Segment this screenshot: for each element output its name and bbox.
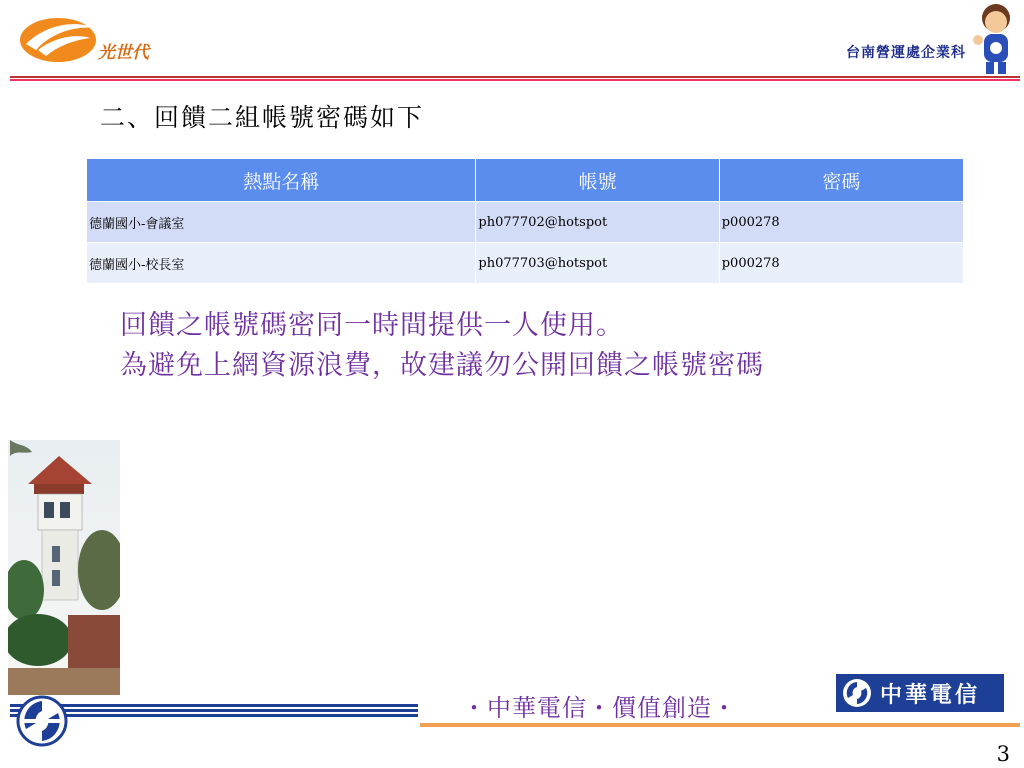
column-header-password: 密碼 (719, 159, 963, 202)
column-header-account: 帳號 (476, 159, 719, 202)
chunghwa-brand-badge (836, 674, 1004, 712)
password-cell: p000278 (719, 202, 963, 243)
logo-text: 光世代 (98, 43, 149, 63)
slide-title: 二、回饋二組帳號密碼如下 (100, 103, 425, 132)
page-number: 3 (996, 742, 1010, 766)
account-cell: ph077702@hotspot (476, 202, 719, 243)
brand-name: 中華電信 (880, 682, 981, 708)
footer-stripes (10, 704, 418, 718)
chunghwa-telecom-icon (840, 676, 874, 710)
department-label: 台南營運處企業科 (846, 45, 966, 61)
table-header-row (87, 159, 964, 202)
hotspot-name-cell: 德蘭國小-校長室 (87, 243, 476, 284)
mascot-icon (966, 0, 1022, 76)
password-cell: p000278 (719, 243, 963, 284)
column-header-hotspot-name: 熱點名稱 (87, 159, 476, 202)
footer-accent-line (420, 723, 1020, 727)
footer-slogan: ・中華電信・價值創造・ (462, 694, 737, 722)
school-building-photo (8, 440, 120, 695)
account-table (86, 158, 964, 284)
orange-swoosh-logo (16, 10, 156, 66)
chunghwa-telecom-icon (14, 693, 70, 749)
header-divider (10, 76, 1020, 81)
table-row (87, 202, 964, 243)
hotspot-name-cell: 德蘭國小-會議室 (87, 202, 476, 243)
account-cell: ph077703@hotspot (476, 243, 719, 284)
note-line-2: 為避免上網資源浪費，故建議勿公開回饋之帳號密碼 (120, 350, 764, 381)
table-row (87, 243, 964, 284)
note-line-1: 回饋之帳號碼密同一時間提供一人使用。 (120, 310, 624, 341)
